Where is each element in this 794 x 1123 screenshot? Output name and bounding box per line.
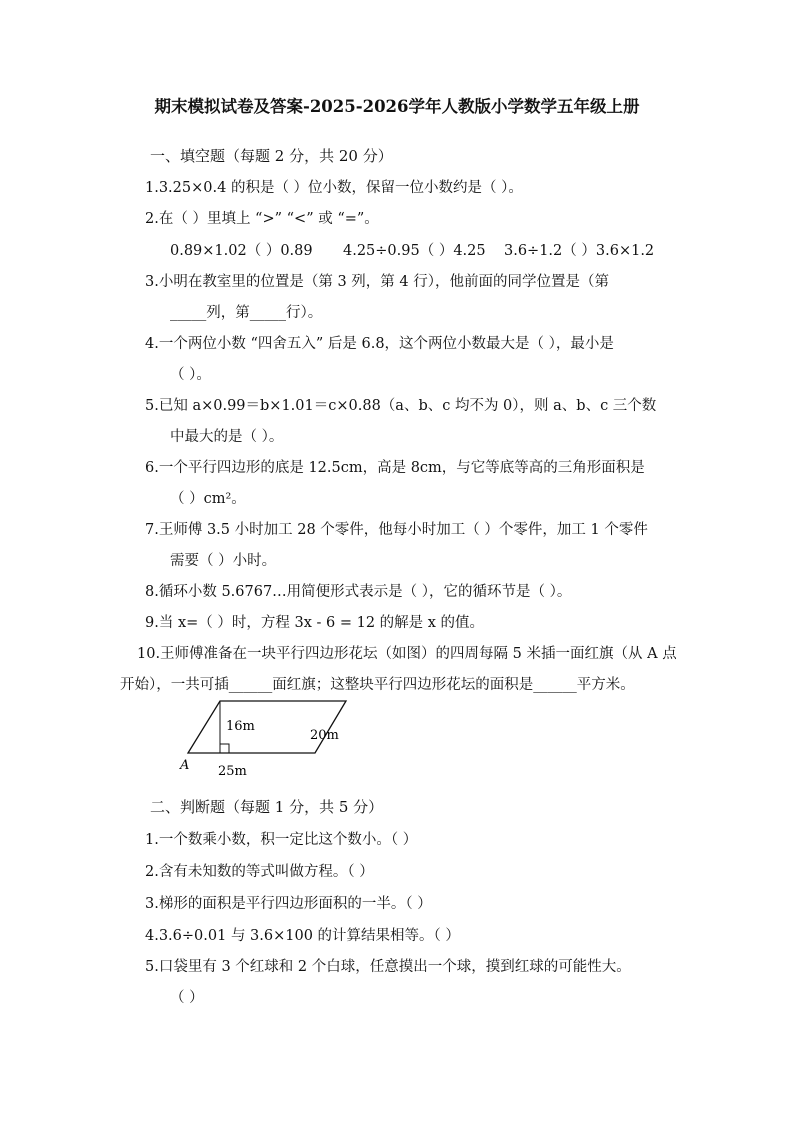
document-title: 期末模拟试卷及答案-2025-2026学年人教版小学数学五年级上册: [154, 97, 640, 116]
judge-question-1: 1.一个数乘小数，积一定比这个数小。（ ）: [145, 832, 418, 848]
question-8: 8.循环小数 5.6767…用简便形式表示是（ ），它的循环节是（ ）。: [145, 584, 572, 600]
right-angle-mark: [220, 744, 229, 753]
question-6-line-2: （ ）cm²。: [170, 491, 246, 507]
judge-question-4: 4.3.6÷0.01 与 3.6×100 的计算结果相等。（ ）: [145, 928, 460, 944]
judge-question-3: 3.梯形的面积是平行四边形面积的一半。（ ）: [145, 896, 432, 912]
question-2-item-3: 3.6÷1.2（ ）3.6×1.2: [504, 243, 655, 259]
question-5-line-1: 5.已知 a×0.99＝b×1.01＝c×0.88（a、b、c 均不为 0），则 a、b、c 三个数: [145, 398, 657, 414]
judge-question-2: 2.含有未知数的等式叫做方程。（ ）: [145, 864, 374, 880]
question-3-line-1: 3.小明在教室里的位置是（第 3 列，第 4 行），他前面的同学位置是（第: [145, 274, 609, 290]
question-10-line-2: 开始），一共可插______面红旗；这整块平行四边形花坛的面积是______平方米。: [120, 677, 635, 693]
question-6-line-1: 6.一个平行四边形的底是 12.5cm，高是 8cm，与它等底等高的三角形面积是: [145, 460, 645, 476]
question-2-item-1: 0.89×1.02（ ）0.89: [170, 243, 313, 259]
question-4-line-2: （ ）。: [170, 367, 211, 383]
question-1: 1.3.25×0.4 的积是（ ）位小数，保留一位小数约是（ ）。: [145, 180, 523, 196]
question-5-line-2: 中最大的是（ ）。: [170, 429, 284, 445]
question-10-line-1: 10.王师傅准备在一块平行四边形花坛（如图）的四周每隔 5 米插一面红旗（从 A 点: [137, 646, 677, 662]
question-7-line-1: 7.王师傅 3.5 小时加工 28 个零件，他每小时加工（ ）个零件，加工 1 个零件: [145, 522, 648, 538]
parallelogram-shape: [188, 701, 346, 753]
question-2-item-2: 4.25÷0.95（ ）4.25: [343, 243, 486, 259]
question-3-line-2: _____列，第_____行）。: [170, 305, 323, 321]
base-label: 25m: [218, 764, 247, 779]
question-4-line-1: 4.一个两位小数 “四舍五入” 后是 6.8，这个两位小数最大是（ ），最小是: [145, 336, 614, 352]
vertex-a-label: A: [180, 758, 190, 773]
side-label: 20m: [310, 728, 339, 743]
question-9: 9.当 x=（ ）时，方程 3x - 6 = 12 的解是 x 的值。: [145, 615, 485, 631]
section2-heading: 二、判断题（每题 1 分，共 5 分）: [150, 798, 384, 816]
judge-question-5-line-2: （ ）: [170, 990, 204, 1006]
question-7-line-2: 需要（ ）小时。: [170, 553, 277, 569]
height-label: 16m: [226, 719, 255, 734]
section1-heading: 一、填空题（每题 2 分，共 20 分）: [150, 147, 393, 165]
question-2: 2.在（ ）里填上 “>” “<” 或 “=”。: [145, 211, 379, 227]
judge-question-5-line-1: 5.口袋里有 3 个红球和 2 个白球，任意摸出一个球，摸到红球的可能性大。: [145, 959, 631, 975]
parallelogram-figure: [176, 697, 356, 782]
parallelogram-diagram: [176, 697, 356, 782]
